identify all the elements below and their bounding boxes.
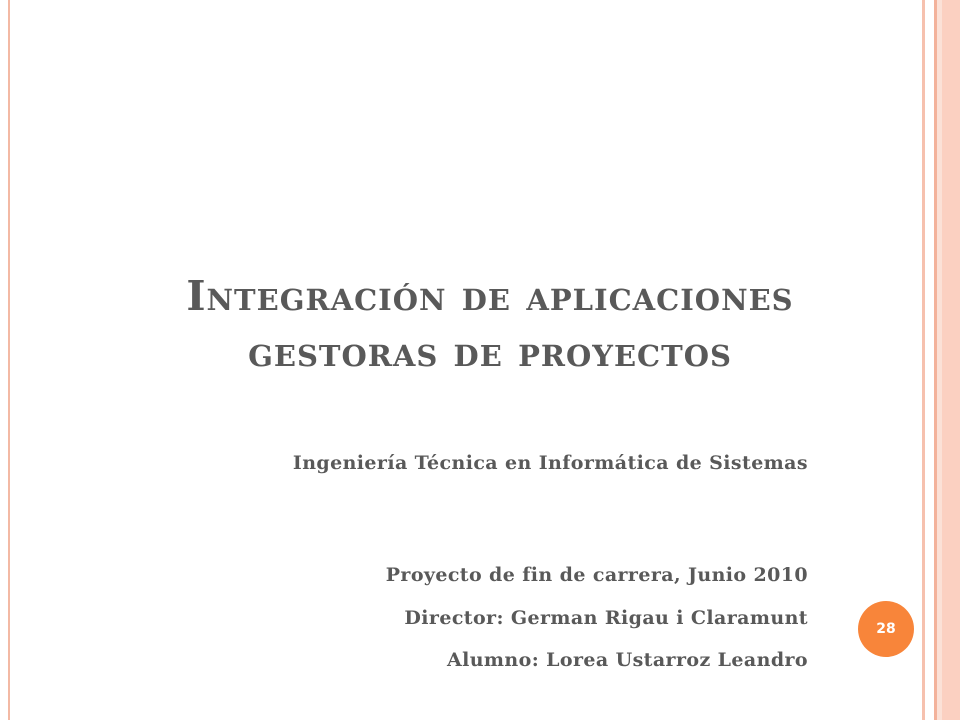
border-stripe bbox=[942, 0, 960, 720]
border-stripe bbox=[925, 0, 934, 720]
slide-subtitle: Ingeniería Técnica en Informática de Sistemas bbox=[292, 452, 808, 474]
slide-left-rule bbox=[8, 0, 10, 720]
slide-title bbox=[70, 268, 910, 380]
slide-title-line-2: gestoras de proyectos bbox=[248, 328, 732, 376]
page-number-badge: 28 bbox=[858, 601, 914, 657]
slide-right-border bbox=[918, 0, 960, 720]
director-line: Director: German Rigau i Claramunt bbox=[404, 607, 808, 629]
student-line: Alumno: Lorea Ustarroz Leandro bbox=[446, 649, 808, 671]
project-date-line: Proyecto de fin de carrera, Junio 2010 bbox=[385, 564, 808, 586]
slide-title-line-1: Integración de aplicaciones bbox=[186, 272, 794, 320]
